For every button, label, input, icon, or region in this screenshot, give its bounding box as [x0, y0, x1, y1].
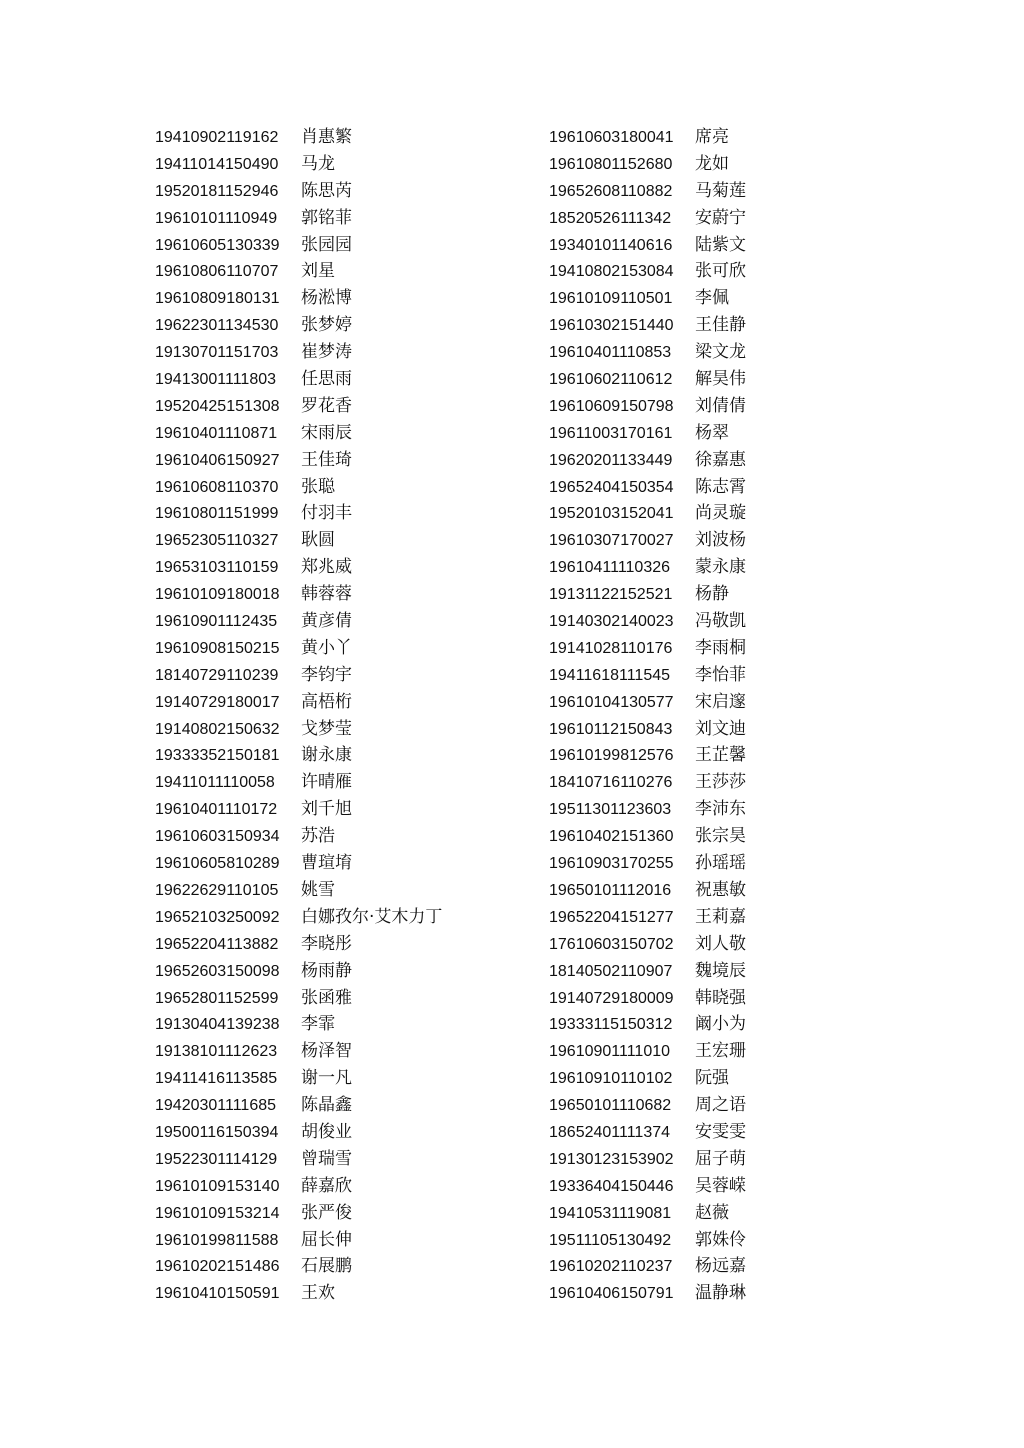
- student-name: 曹瑄堉: [301, 853, 352, 874]
- student-id: 18520526111342: [549, 209, 672, 227]
- student-id: 19610199812576: [549, 747, 674, 765]
- student-name: 杨静: [695, 584, 729, 605]
- student-name: 曾瑞雪: [301, 1148, 352, 1169]
- student-id: 19610603180041: [549, 129, 674, 146]
- list-item: [549, 1038, 746, 1065]
- student-name: 李晓彤: [301, 933, 352, 954]
- list-item: [155, 232, 442, 259]
- list-item: [155, 662, 442, 689]
- list-item: [155, 823, 442, 850]
- student-id: 19411011110058: [155, 774, 275, 792]
- student-id: 19140802150632: [155, 720, 280, 738]
- student-name: 阚小为: [695, 1014, 746, 1035]
- student-id: 19511301123603: [549, 801, 672, 819]
- student-name: 杨翠: [695, 422, 729, 443]
- student-name: 尚灵璇: [695, 503, 746, 524]
- student-name: 刘文迪: [695, 718, 746, 739]
- student-name: 肖惠繁: [301, 127, 352, 147]
- student-id: 19500116150394: [155, 1123, 279, 1141]
- list-item: [155, 958, 442, 985]
- list-item: [549, 366, 746, 393]
- student-name: 王欢: [301, 1283, 335, 1304]
- student-name: 马龙: [301, 153, 335, 174]
- list-item: [155, 151, 442, 178]
- list-item: [549, 339, 746, 366]
- list-item: [155, 205, 442, 232]
- student-id: 19610109180018: [155, 586, 280, 604]
- list-item: [155, 339, 442, 366]
- student-name: 张梦婷: [301, 315, 352, 336]
- student-name: 陈思芮: [301, 180, 352, 201]
- student-name: 祝惠敏: [695, 879, 746, 900]
- list-item: [549, 581, 746, 608]
- student-name: 陈志霄: [695, 476, 746, 497]
- student-id: 19340101140616: [549, 236, 673, 254]
- student-id: 18652401111374: [549, 1123, 671, 1141]
- student-name: 刘倩倩: [695, 395, 746, 416]
- list-item: [549, 285, 746, 312]
- student-name: 赵薇: [695, 1202, 729, 1223]
- list-item: [549, 1146, 746, 1173]
- student-id: 19410531119081: [549, 1204, 672, 1222]
- student-id: 19333115150312: [549, 1016, 673, 1034]
- student-id: 19652305110327: [155, 532, 279, 550]
- list-item: [155, 877, 442, 904]
- list-item: [549, 527, 746, 554]
- student-name: 周之语: [695, 1095, 746, 1116]
- student-id: 19610806110707: [155, 263, 279, 281]
- student-id: 19410802153084: [549, 263, 674, 281]
- student-id: 19610101110949: [155, 209, 278, 227]
- list-item: [549, 1173, 746, 1200]
- student-id: 19610603150934: [155, 828, 280, 846]
- list-item: [155, 447, 442, 474]
- student-name: 蒙永康: [695, 557, 746, 578]
- student-id: 17610603150702: [549, 935, 674, 953]
- list-item: [155, 1011, 442, 1038]
- student-id: 18140502110907: [549, 962, 673, 980]
- student-id: 19610602110612: [549, 371, 673, 389]
- student-name: 席亮: [695, 127, 729, 147]
- list-item: [549, 124, 746, 151]
- student-name: 吴蓉嵘: [695, 1175, 746, 1196]
- list-item: [155, 796, 442, 823]
- student-name: 马菊莲: [695, 180, 746, 201]
- list-item: [155, 1146, 442, 1173]
- list-item: [549, 850, 746, 877]
- list-item: [549, 1280, 746, 1307]
- student-id: 19610605810289: [155, 855, 280, 873]
- student-name: 温静琳: [695, 1283, 746, 1304]
- list-item: [155, 1119, 442, 1146]
- student-name: 宋雨辰: [301, 422, 352, 443]
- list-item: [549, 447, 746, 474]
- student-name: 郑兆威: [301, 557, 352, 578]
- student-name: 刘波杨: [695, 530, 746, 551]
- student-id: 19652608110882: [549, 182, 673, 200]
- student-name: 杨雨静: [301, 960, 352, 981]
- student-name: 郭铭菲: [301, 207, 352, 228]
- student-id: 19652603150098: [155, 962, 280, 980]
- student-name: 薛嘉欣: [301, 1175, 352, 1196]
- student-name: 杨泽智: [301, 1041, 352, 1062]
- list-item: [155, 124, 442, 151]
- student-id: 19131122152521: [549, 586, 673, 604]
- student-name: 李佩: [695, 288, 729, 309]
- list-item: [155, 554, 442, 581]
- student-name: 谢永康: [301, 745, 352, 766]
- student-name: 罗花香: [301, 395, 352, 416]
- student-name: 胡俊业: [301, 1121, 352, 1142]
- student-name: 郭姝伶: [695, 1229, 746, 1250]
- student-id: 19610302151440: [549, 317, 674, 335]
- student-id: 19653103110159: [155, 559, 279, 577]
- student-id: 19140729180009: [549, 989, 674, 1007]
- list-item: [155, 1200, 442, 1227]
- student-name: 张聪: [301, 476, 335, 497]
- student-id: 19652103250092: [155, 908, 280, 926]
- student-id: 19333352150181: [155, 747, 280, 765]
- student-id: 19140729180017: [155, 693, 280, 711]
- student-name: 杨淞博: [301, 288, 352, 309]
- student-name: 王莉嘉: [695, 906, 746, 927]
- list-item: [549, 1011, 746, 1038]
- list-item: [549, 931, 746, 958]
- student-name: 屈子萌: [695, 1148, 746, 1169]
- list-item: [155, 366, 442, 393]
- list-item: [549, 877, 746, 904]
- list-item: [155, 393, 442, 420]
- list-item: [549, 635, 746, 662]
- list-item: [155, 1065, 442, 1092]
- student-name: 黄小丫: [301, 637, 352, 658]
- student-id: 19610402151360: [549, 828, 674, 846]
- student-id: 19610109153214: [155, 1204, 280, 1222]
- list-item: [549, 985, 746, 1012]
- student-name: 龙如: [695, 153, 729, 174]
- student-id: 19610401110871: [155, 424, 278, 442]
- student-name: 安蔚宁: [695, 207, 746, 228]
- list-item: [549, 500, 746, 527]
- student-id: 19610608110370: [155, 478, 279, 496]
- student-name: 苏浩: [301, 826, 335, 847]
- student-id: 19610104130577: [549, 693, 674, 711]
- student-name: 解昊伟: [695, 369, 746, 390]
- student-name: 魏境辰: [695, 960, 746, 981]
- list-item: [549, 769, 746, 796]
- student-id: 19610910110102: [549, 1070, 673, 1088]
- student-id: 19652204151277: [549, 908, 674, 926]
- student-name: 张可欣: [695, 261, 746, 282]
- student-id: 19610901112435: [155, 613, 278, 631]
- student-id: 19610908150215: [155, 639, 280, 657]
- list-item: [155, 931, 442, 958]
- list-item: [549, 742, 746, 769]
- student-id: 19130404139238: [155, 1016, 280, 1034]
- student-id: 19610411110326: [549, 559, 671, 577]
- list-item: [155, 474, 442, 501]
- list-item: [155, 500, 442, 527]
- list-item: [155, 312, 442, 339]
- list-item: [155, 420, 442, 447]
- student-id: 19413001111803: [155, 371, 277, 389]
- list-item: [155, 850, 442, 877]
- list-item: [155, 1227, 442, 1254]
- student-id: 19140302140023: [549, 613, 674, 631]
- list-item: [549, 1227, 746, 1254]
- student-name: 姚雪: [301, 879, 335, 900]
- student-id: 19522301114129: [155, 1150, 278, 1168]
- list-item: [549, 1253, 746, 1280]
- student-id: 19610809180131: [155, 290, 280, 308]
- student-name: 石展鹏: [301, 1256, 352, 1277]
- student-name: 徐嘉惠: [695, 449, 746, 470]
- student-id: 19610801152680: [549, 155, 673, 173]
- list-item: [155, 178, 442, 205]
- student-name: 安雯雯: [695, 1121, 746, 1142]
- student-name: 黄彦倩: [301, 611, 352, 632]
- list-item: [155, 716, 442, 743]
- student-id: 19410902119162: [155, 129, 279, 146]
- list-item: [549, 823, 746, 850]
- list-item: [549, 1092, 746, 1119]
- list-item: [549, 662, 746, 689]
- student-name: 宋启邃: [695, 691, 746, 712]
- list-item: [549, 554, 746, 581]
- student-id: 19650101110682: [549, 1097, 672, 1115]
- list-item: [549, 958, 746, 985]
- student-id: 19652404150354: [549, 478, 674, 496]
- student-name: 冯敬凯: [695, 611, 746, 632]
- list-item: [549, 420, 746, 447]
- student-name: 许晴雁: [301, 772, 352, 793]
- student-name: 白娜孜尔·艾木力丁: [301, 906, 443, 927]
- list-item: [549, 178, 746, 205]
- list-item: [549, 205, 746, 232]
- student-id: 19610609150798: [549, 397, 674, 415]
- student-name: 李钧宇: [301, 664, 352, 685]
- list-item: [155, 1173, 442, 1200]
- student-name: 高梧桁: [301, 691, 352, 712]
- student-id: 19622629110105: [155, 881, 279, 899]
- list-item: [549, 151, 746, 178]
- student-name: 李沛东: [695, 799, 746, 820]
- list-item: [549, 796, 746, 823]
- list-item: [549, 716, 746, 743]
- roster-column-right: [549, 124, 746, 1307]
- student-id: 19610410150591: [155, 1285, 280, 1303]
- student-id: 19610903170255: [549, 855, 674, 873]
- student-id: 19520181152946: [155, 182, 279, 200]
- student-id: 19610202151486: [155, 1258, 280, 1276]
- student-name: 王莎莎: [695, 772, 746, 793]
- student-name: 李霏: [301, 1014, 335, 1035]
- student-id: 19411014150490: [155, 155, 279, 173]
- student-id: 19652801152599: [155, 989, 279, 1007]
- student-id: 19610401110172: [155, 801, 278, 819]
- list-item: [155, 1253, 442, 1280]
- student-name: 张函雅: [301, 987, 352, 1008]
- list-item: [549, 393, 746, 420]
- student-id: 19411416113585: [155, 1070, 278, 1088]
- student-id: 19610307170027: [549, 532, 674, 550]
- list-item: [549, 1119, 746, 1146]
- student-id: 19336404150446: [549, 1177, 674, 1195]
- student-name: 韩晓强: [695, 987, 746, 1008]
- student-name: 王宏珊: [695, 1041, 746, 1062]
- student-name: 王佳静: [695, 315, 746, 336]
- student-name: 刘人敬: [695, 933, 746, 954]
- student-name: 耿圆: [301, 530, 335, 551]
- student-id: 19650101112016: [549, 881, 672, 899]
- student-name: 张园园: [301, 234, 352, 255]
- student-id: 19610109153140: [155, 1177, 280, 1195]
- student-name: 韩蓉蓉: [301, 584, 352, 605]
- student-id: 19610401110853: [549, 344, 672, 362]
- list-item: [155, 608, 442, 635]
- student-name: 戈梦莹: [301, 718, 352, 739]
- student-id: 19520103152041: [549, 505, 674, 523]
- student-id: 19610202110237: [549, 1258, 673, 1276]
- list-item: [549, 232, 746, 259]
- list-item: [155, 742, 442, 769]
- student-name: 崔梦涛: [301, 342, 352, 363]
- student-id: 18410716110276: [549, 774, 673, 792]
- list-item: [155, 904, 442, 931]
- student-id: 19511105130492: [549, 1231, 672, 1249]
- list-item: [549, 258, 746, 285]
- student-name: 付羽丰: [301, 503, 352, 524]
- student-name: 孙瑶瑶: [695, 853, 746, 874]
- student-name: 李雨桐: [695, 637, 746, 658]
- list-item: [155, 1038, 442, 1065]
- student-name: 张严俊: [301, 1202, 352, 1223]
- list-item: [155, 769, 442, 796]
- list-item: [549, 312, 746, 339]
- student-id: 19622301134530: [155, 317, 279, 335]
- student-id: 19610901111010: [549, 1043, 671, 1061]
- list-item: [549, 1065, 746, 1092]
- list-item: [155, 689, 442, 716]
- student-name: 谢一凡: [301, 1068, 352, 1089]
- student-id: 19620201133449: [549, 451, 673, 469]
- list-item: [155, 1280, 442, 1307]
- student-name: 刘千旭: [301, 799, 352, 820]
- student-name: 王芷馨: [695, 745, 746, 766]
- list-item: [155, 1092, 442, 1119]
- student-name: 屈长伸: [301, 1229, 352, 1250]
- student-id: 19411618111545: [549, 666, 671, 684]
- student-id: 19520425151308: [155, 397, 280, 415]
- student-id: 19610605130339: [155, 236, 280, 254]
- student-id: 19610406150791: [549, 1285, 674, 1303]
- list-item: [155, 635, 442, 662]
- student-id: 18140729110239: [155, 666, 279, 684]
- student-name: 刘星: [301, 261, 335, 282]
- student-id: 19610199811588: [155, 1231, 279, 1249]
- student-name: 陆紫文: [695, 234, 746, 255]
- student-name: 王佳琦: [301, 449, 352, 470]
- student-name: 李怡菲: [695, 664, 746, 685]
- student-id: 19610801151999: [155, 505, 279, 523]
- list-item: [549, 689, 746, 716]
- list-item: [155, 527, 442, 554]
- list-item: [155, 985, 442, 1012]
- list-item: [549, 904, 746, 931]
- student-id: 19130701151703: [155, 344, 279, 362]
- list-item: [549, 474, 746, 501]
- student-id: 19610112150843: [549, 720, 673, 738]
- list-item: [549, 1200, 746, 1227]
- student-name: 梁文龙: [695, 342, 746, 363]
- student-name: 张宗昊: [695, 826, 746, 847]
- student-id: 19610406150927: [155, 451, 280, 469]
- student-id: 19610109110501: [549, 290, 673, 308]
- student-id: 19652204113882: [155, 935, 279, 953]
- student-id: 19420301111685: [155, 1097, 277, 1115]
- student-name: 陈晶鑫: [301, 1095, 352, 1116]
- student-name: 阮强: [695, 1068, 729, 1089]
- student-id: 19130123153902: [549, 1150, 674, 1168]
- list-item: [155, 581, 442, 608]
- student-id: 19611003170161: [549, 424, 673, 442]
- student-name: 任思雨: [301, 369, 352, 390]
- list-item: [549, 608, 746, 635]
- list-item: [155, 285, 442, 312]
- list-item: [155, 258, 442, 285]
- student-id: 19141028110176: [549, 639, 673, 657]
- roster-column-left: [155, 124, 442, 1307]
- student-id: 19138101112623: [155, 1043, 278, 1061]
- student-name: 杨远嘉: [695, 1256, 746, 1277]
